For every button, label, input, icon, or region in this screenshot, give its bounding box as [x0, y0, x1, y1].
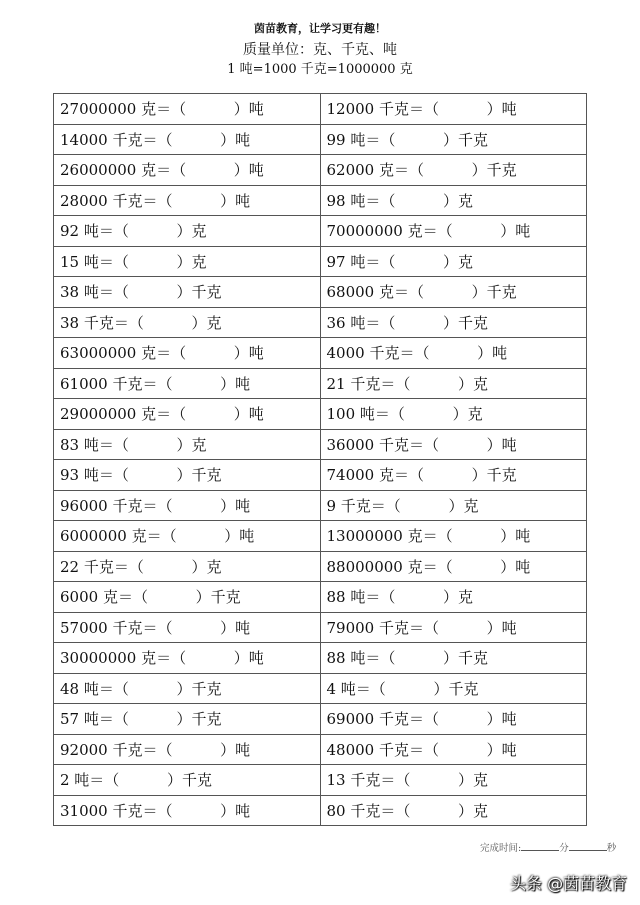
table-row: [54, 795, 587, 826]
exercise-right: 88 吨＝（ ）千克: [320, 643, 587, 674]
seconds-blank: [569, 841, 607, 851]
exercise-left: 57000 千克＝（ ）吨: [54, 612, 321, 643]
exercise-left: 26000000 克＝（ ）吨: [54, 155, 321, 186]
table-row: [54, 124, 587, 155]
exercise-left: 31000 千克＝（ ）吨: [54, 795, 321, 826]
exercise-left: 38 吨＝（ ）千克: [54, 277, 321, 308]
exercise-left: 14000 千克＝（ ）吨: [54, 124, 321, 155]
exercise-table: [53, 93, 587, 826]
table-row: [54, 612, 587, 643]
exercise-left: 63000000 克＝（ ）吨: [54, 338, 321, 369]
exercise-right: 74000 克＝（ ）千克: [320, 460, 587, 491]
table-row: [54, 704, 587, 735]
exercise-left: 6000000 克＝（ ）吨: [54, 521, 321, 552]
table-row: [54, 673, 587, 704]
exercise-right: 13000000 克＝（ ）吨: [320, 521, 587, 552]
minutes-label: 分: [559, 843, 569, 854]
exercise-right: 88000000 克＝（ ）吨: [320, 551, 587, 582]
exercise-left: 92000 千克＝（ ）吨: [54, 734, 321, 765]
table-row: [54, 521, 587, 552]
table-row: [54, 338, 587, 369]
completion-time: [480, 840, 616, 854]
exercise-right: 79000 千克＝（ ）吨: [320, 612, 587, 643]
table-row: [54, 765, 587, 796]
table-row: [54, 216, 587, 247]
exercise-left: 29000000 克＝（ ）吨: [54, 399, 321, 430]
table-row: [54, 429, 587, 460]
exercise-right: 48000 千克＝（ ）吨: [320, 734, 587, 765]
exercise-left: 61000 千克＝（ ）吨: [54, 368, 321, 399]
exercise-right: 88 吨＝（ ）克: [320, 582, 587, 613]
conversion-formula: 1 吨=1000 千克=1000000 克: [227, 62, 413, 77]
exercise-right: 70000000 克＝（ ）吨: [320, 216, 587, 247]
exercise-right: 13 千克＝（ ）克: [320, 765, 587, 796]
table-row: [54, 246, 587, 277]
exercise-left: 38 千克＝（ ）克: [54, 307, 321, 338]
exercise-left: 92 吨＝（ ）克: [54, 216, 321, 247]
table-row: [54, 734, 587, 765]
exercise-left: 22 千克＝（ ）克: [54, 551, 321, 582]
worksheet-title: 质量单位：克、千克、吨: [243, 42, 397, 58]
completion-time-label: 完成时间:: [480, 843, 522, 854]
table-row: [54, 368, 587, 399]
exercise-left: 15 吨＝（ ）克: [54, 246, 321, 277]
exercise-left: 28000 千克＝（ ）吨: [54, 185, 321, 216]
table-row: [54, 551, 587, 582]
exercise-left: 30000000 克＝（ ）吨: [54, 643, 321, 674]
table-row: [54, 643, 587, 674]
table-row: [54, 277, 587, 308]
table-row: [54, 460, 587, 491]
table-row: [54, 185, 587, 216]
table-row: [54, 155, 587, 186]
exercise-right: 21 千克＝（ ）克: [320, 368, 587, 399]
table-row: [54, 399, 587, 430]
exercise-right: 99 吨＝（ ）千克: [320, 124, 587, 155]
table-row: [54, 582, 587, 613]
exercise-right: 69000 千克＝（ ）吨: [320, 704, 587, 735]
exercise-right: 97 吨＝（ ）克: [320, 246, 587, 277]
exercise-right: 4000 千克＝（ ）吨: [320, 338, 587, 369]
table-row: [54, 94, 587, 125]
exercise-right: 36000 千克＝（ ）吨: [320, 429, 587, 460]
exercise-right: 12000 千克＝（ ）吨: [320, 94, 587, 125]
exercise-right: 100 吨＝（ ）克: [320, 399, 587, 430]
minutes-blank: [521, 841, 559, 851]
exercise-left: 48 吨＝（ ）千克: [54, 673, 321, 704]
exercise-right: 9 千克＝（ ）克: [320, 490, 587, 521]
exercise-left: 2 吨＝（ ）千克: [54, 765, 321, 796]
exercise-right: 36 吨＝（ ）千克: [320, 307, 587, 338]
exercise-right: 80 千克＝（ ）克: [320, 795, 587, 826]
exercise-left: 96000 千克＝（ ）吨: [54, 490, 321, 521]
exercise-right: 98 吨＝（ ）克: [320, 185, 587, 216]
exercise-right: 68000 克＝（ ）千克: [320, 277, 587, 308]
exercise-left: 57 吨＝（ ）千克: [54, 704, 321, 735]
exercise-left: 93 吨＝（ ）千克: [54, 460, 321, 491]
exercise-left: 83 吨＝（ ）克: [54, 429, 321, 460]
slogan: 茵苗教育，让学习更有趣！: [254, 22, 386, 35]
exercise-left: 27000000 克＝（ ）吨: [54, 94, 321, 125]
exercise-right: 62000 克＝（ ）千克: [320, 155, 587, 186]
watermark: 头条 @茵苗教育: [510, 874, 628, 893]
table-row: [54, 307, 587, 338]
exercise-left: 6000 克＝（ ）千克: [54, 582, 321, 613]
exercise-right: 4 吨＝（ ）千克: [320, 673, 587, 704]
seconds-label: 秒: [606, 843, 617, 854]
table-row: [54, 490, 587, 521]
